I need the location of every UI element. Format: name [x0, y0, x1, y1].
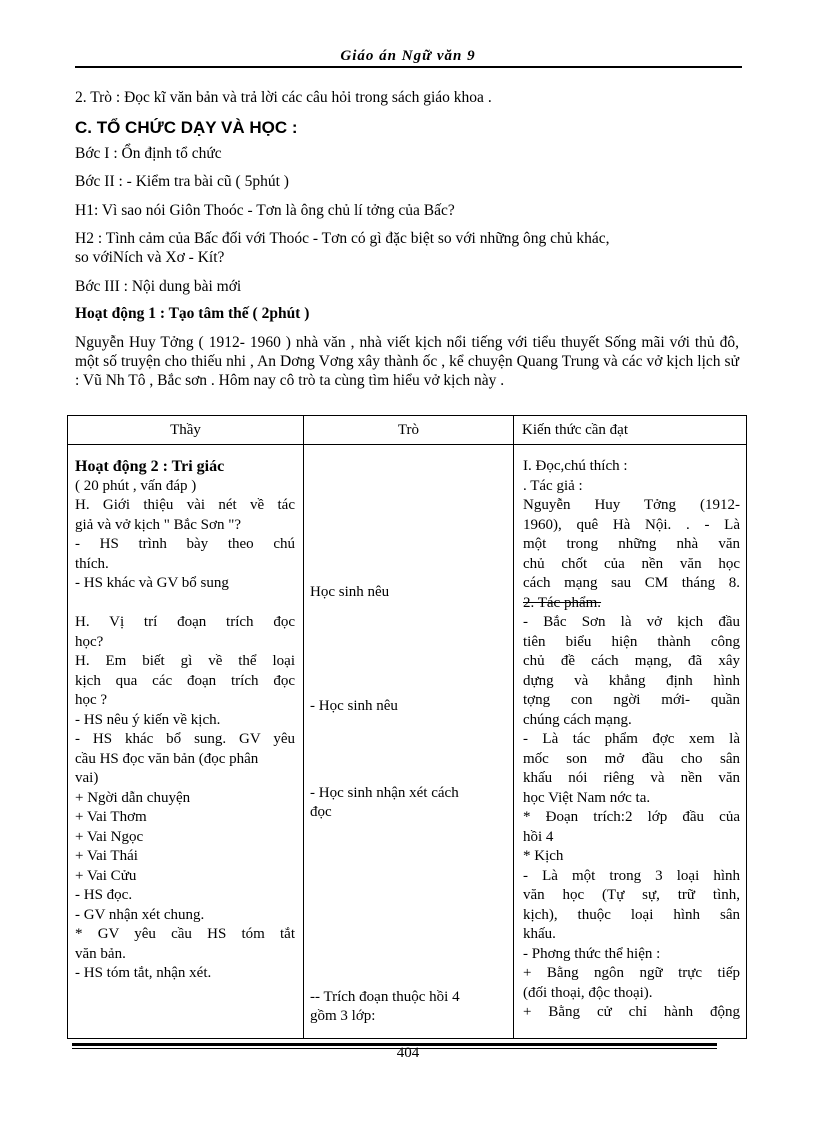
knowledge-column — [514, 445, 747, 1039]
teacher-line: học ? — [75, 692, 108, 708]
teacher-line: + Vai Thơm — [75, 809, 147, 825]
step-1: Bớc I : Ổn định tổ chức — [75, 145, 222, 162]
step-3: Bớc III : Nội dung bài mới — [75, 278, 242, 295]
knowledge-line: văn học (Tự sự, trữ tình, — [523, 887, 740, 903]
knowledge-line: kịch), thuộc loại hình sân — [523, 906, 740, 923]
teacher-line: cầu HS đọc văn bản (đọc phân — [75, 750, 259, 767]
student-response-4-line1: -- Trích đoạn thuộc hồi 4 — [310, 989, 460, 1005]
question-h2-line1: H2 : Tình cảm của Bấc đối với Thoóc - Tơn có gì đặc biệt so với những ông chủ khác, — [75, 230, 610, 247]
knowledge-line: . Tác giả : — [523, 477, 583, 494]
knowledge-line: 1960), quê Hà Nội. . - Là — [523, 516, 740, 533]
knowledge-line: - Phơng thức thể hiện : — [523, 945, 661, 962]
teacher-line: - GV nhận xét chung. — [75, 906, 205, 923]
teacher-line: kịch qua các đoạn trích đọc — [75, 672, 295, 689]
teacher-column — [68, 445, 304, 1039]
student-response-2: - Học sinh nêu — [310, 698, 398, 714]
teacher-line: vai) — [75, 770, 99, 786]
header-divider — [75, 66, 742, 68]
teacher-line — [75, 594, 295, 614]
step-2: Bớc II : - Kiểm tra bài cũ ( 5phút ) — [75, 173, 289, 190]
knowledge-line: hồi 4 — [523, 828, 554, 845]
knowledge-line: tợng con ngời mới- quần — [523, 692, 740, 708]
student-column — [304, 445, 514, 1039]
teacher-line: H. Em biết gì về thể loại — [75, 653, 295, 669]
activity-2-heading: Hoạt động 2 : Tri giác — [75, 458, 225, 475]
activity-1-heading: Hoạt động 1 : Tạo tâm thế ( 2phút ) — [75, 305, 310, 322]
question-h1: H1: Vì sao nói Giôn Thoóc - Tơn là ông chủ lí tởng của Bấc? — [75, 202, 455, 219]
student-response-3-line2: đọc — [310, 804, 332, 820]
student-response-1: Học sinh nêu — [310, 584, 390, 600]
column-header-tro: Trò — [304, 416, 514, 445]
knowledge-line: mốc son mở đầu cho sân — [523, 750, 740, 767]
knowledge-line: cách mạng sau CM tháng 8. — [523, 575, 740, 591]
knowledge-line: dựng và khẳng định hình — [523, 672, 740, 689]
section-heading: C. TỔ CHỨC DẠY VÀ HỌC : — [75, 118, 298, 137]
header-title: Giáo án Ngữ văn 9 — [340, 48, 476, 64]
teacher-line: - HS khác và GV bổ sung — [75, 575, 229, 591]
teacher-line: + Vai Cửu — [75, 867, 137, 884]
teacher-line: * GV yêu cầu HS tóm tắt — [75, 926, 295, 942]
knowledge-line: + Bằng cử chỉ hành động — [523, 1004, 740, 1020]
teacher-line: + Vai Ngọc — [75, 828, 144, 845]
teacher-line: văn bản. — [75, 945, 126, 962]
knowledge-line: I. Đọc,chú thích : — [523, 458, 628, 474]
knowledge-line: - Bắc Sơn là vở kịch đầu — [523, 614, 740, 630]
teacher-line: + Vai Thái — [75, 848, 138, 864]
knowledge-line: + Bằng ngôn ngữ trực tiếp — [523, 965, 740, 981]
column-header-thay: Thầy — [68, 416, 304, 445]
student-response-3-line1: - Học sinh nhận xét cách — [310, 785, 459, 801]
knowledge-line: một trong những nhà văn — [523, 536, 740, 552]
knowledge-line: chủ chốt của nền văn học — [523, 555, 740, 572]
knowledge-line: * Kịch — [523, 848, 564, 864]
teacher-line: - HS trình bày theo chú — [75, 536, 295, 552]
lesson-table — [67, 415, 747, 1039]
knowledge-line: - Là tác phẩm đợc xem là — [523, 731, 740, 747]
teacher-line: ( 20 phút , vấn đáp ) — [75, 477, 197, 494]
knowledge-line: (đối thoại, độc thoại). — [523, 984, 653, 1001]
teacher-line: thích. — [75, 555, 109, 572]
knowledge-line: chúng cách mạng. — [523, 711, 632, 728]
knowledge-line: 2. Tác phẩm. — [523, 594, 602, 611]
teacher-line: giả và vở kịch " Bắc Sơn "? — [75, 516, 241, 533]
knowledge-line: khấu. — [523, 926, 556, 942]
question-h2-line2: so vớiNích và Xơ - Kít? — [75, 249, 225, 266]
column-header-kien-thuc: Kiến thức cần đạt — [514, 416, 747, 445]
teacher-line: H. Giới thiệu vài nét về tác — [75, 497, 295, 513]
teacher-line: học? — [75, 633, 104, 650]
knowledge-line: chủ đề cách mạng, đã xây — [523, 653, 740, 669]
knowledge-line: tiên biểu hiện thành công — [523, 633, 740, 650]
student-response-4-line2: gồm 3 lớp: — [310, 1008, 376, 1024]
knowledge-line: khấu nói riêng và nền văn — [523, 770, 740, 786]
teacher-line: - HS khác bổ sung. GV yêu — [75, 731, 295, 747]
knowledge-line: * Đoạn trích:2 lớp đầu của — [523, 809, 740, 825]
knowledge-line: học Việt Nam nớc ta. — [523, 789, 651, 806]
teacher-line: + Ngời dẫn chuyện — [75, 789, 191, 806]
teacher-line: - HS nêu ý kiến về kịch. — [75, 711, 221, 728]
page-number: 404 — [396, 1045, 420, 1061]
knowledge-line: - Là một trong 3 loại hình — [523, 867, 740, 884]
preparation-line: 2. Trò : Đọc kĩ văn bản và trả lời các câu hỏi trong sách giáo khoa . — [75, 89, 492, 106]
teacher-line: - HS tóm tắt, nhận xét. — [75, 965, 212, 981]
knowledge-line: Nguyễn Huy Tởng (1912- — [523, 497, 740, 513]
intro-paragraph: Nguyễn Huy Tởng ( 1912- 1960 ) nhà văn , nhà viết kịch nổi tiếng với tiểu thuyết Sống mãi với thủ đô, một số truyện cho thiếu nhi , An Dơng Vơng xây thành ốc , kể chuyện Quang Trung và các vở kịch lịch sử : Vũ Nh Tô , Bắc sơn . Hôm nay cô trò ta cùng tìm hiểu vở kịch này . — [75, 334, 739, 389]
teacher-line: H. Vị trí đoạn trích đọc — [75, 614, 295, 630]
teacher-line: - HS đọc. — [75, 887, 133, 903]
